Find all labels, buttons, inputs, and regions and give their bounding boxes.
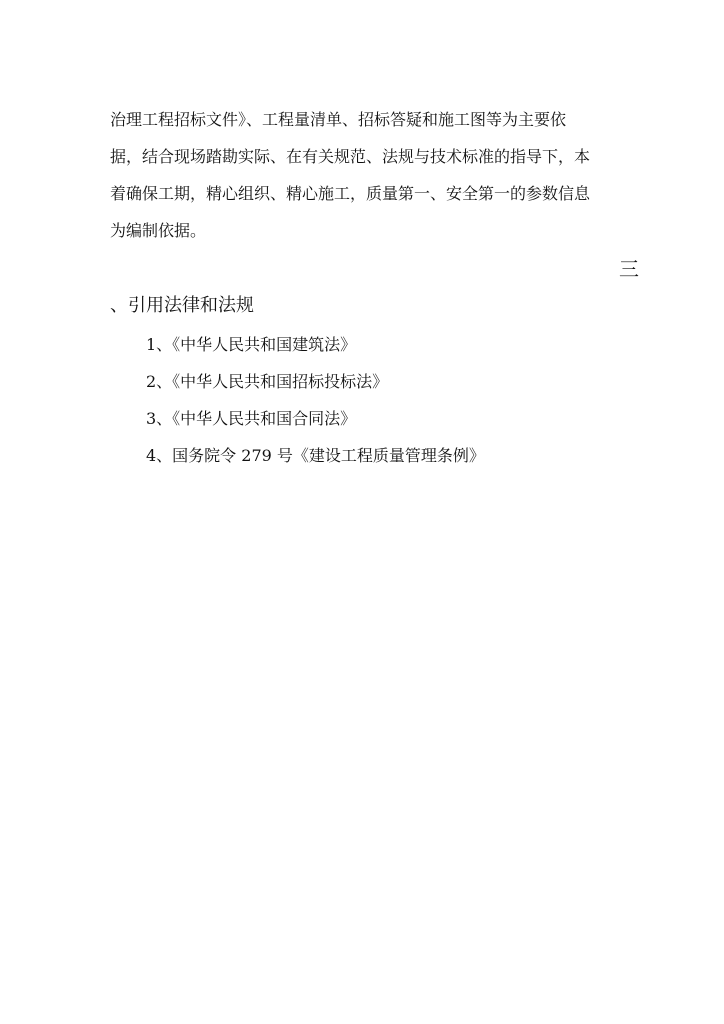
paragraph-line-4: 为编制依据。 <box>110 221 207 240</box>
paragraph-line-3: 着确保工期，精心组织、精心施工，质量第一、安全第一的参数信息 <box>110 184 591 203</box>
paragraph-line-2: 据，结合现场踏勘实际、在有关规范、法规与技术标准的指导下，本 <box>110 147 591 166</box>
section-title: 、引用法律和法规 <box>110 295 254 316</box>
section-number: 三 <box>619 257 639 281</box>
list-item: 1、《中华人民共和国建筑法》 <box>146 335 357 354</box>
laws-list <box>146 331 485 479</box>
list-item: 2、《中华人民共和国招标投标法》 <box>146 372 389 391</box>
list-item: 4、国务院令 279 号《建设工程质量管理条例》 <box>146 446 485 465</box>
list-item: 3、《中华人民共和国合同法》 <box>146 409 357 428</box>
body-paragraph <box>110 101 630 249</box>
paragraph-line-1: 治理工程招标文件》、工程量清单、招标答疑和施工图等为主要依 <box>110 110 567 129</box>
